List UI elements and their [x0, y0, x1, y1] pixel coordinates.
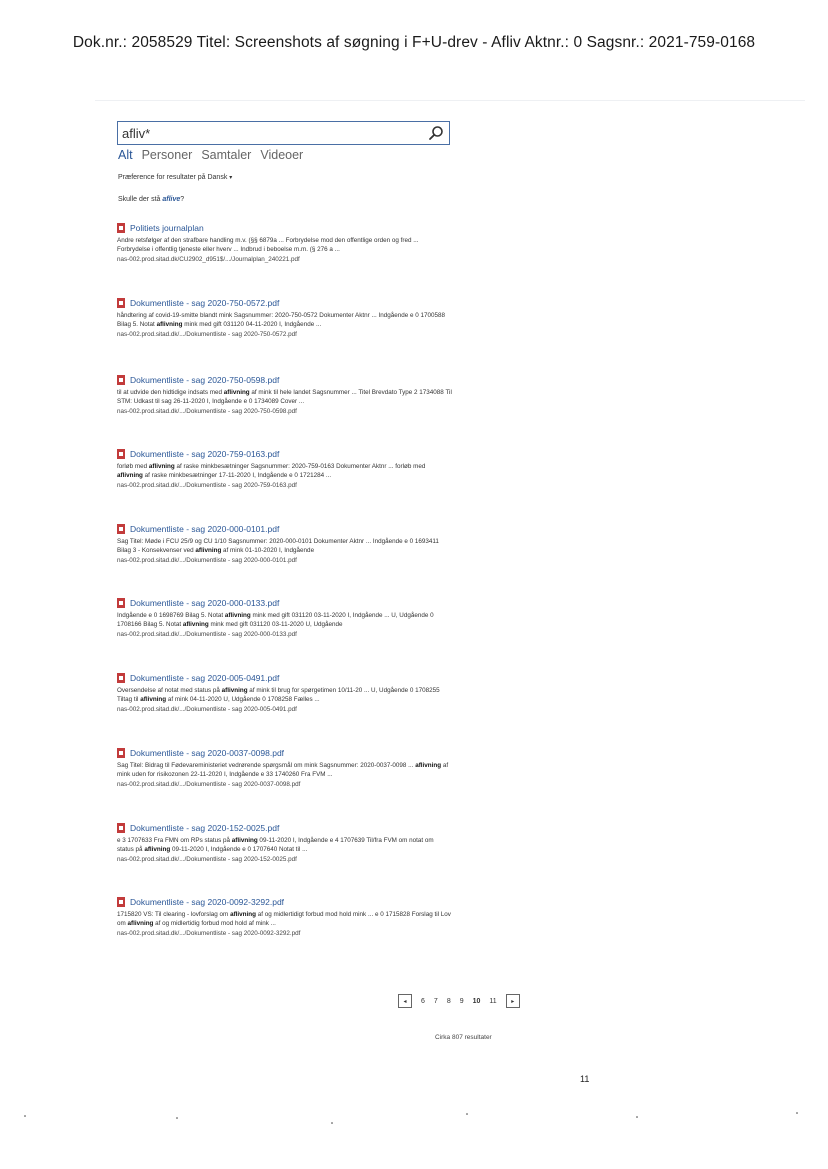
- scan-speck: [466, 1113, 468, 1115]
- prev-page-button[interactable]: ◂: [398, 994, 412, 1008]
- result-snippet: til at udvide den hidtidige indsats med aflivning af mink til hele landet Sagsnummer ... Titel Brevdato Type 2 1734088 Til STM: Udkast til sag 26-11-2020 I, Indgående e 0 1734089 Cover ...: [117, 389, 452, 406]
- result-title-link[interactable]: [117, 523, 457, 535]
- result-title-link[interactable]: [117, 222, 457, 234]
- page-number: 11: [580, 1074, 590, 1084]
- document-header: Dok.nr.: 2058529 Titel: Screenshots af søgning i F+U-drev - Afliv Aktnr.: 0 Sagsnr.: 2021-759-0168: [72, 34, 756, 51]
- tab-people[interactable]: Personer: [141, 148, 193, 162]
- suggestion-suffix: ?: [180, 196, 185, 203]
- result-title-link[interactable]: [117, 672, 457, 684]
- result-title-link[interactable]: [117, 747, 457, 759]
- language-preference-label: Præference for resultater på Dansk: [118, 174, 228, 181]
- language-preference[interactable]: [118, 174, 232, 181]
- result-title[interactable]: Dokumentliste - sag 2020-152-0025.pdf: [130, 823, 280, 833]
- tab-videos[interactable]: Videoer: [260, 148, 304, 162]
- search-result: [117, 747, 457, 788]
- page-link[interactable]: 7: [433, 997, 438, 1005]
- search-result: [117, 672, 457, 713]
- result-snippet: e 3 1707633 Fra FMN om RPs status på aflivning 09-11-2020 I, Indgående e 4 1707639 Til/fra FVM om notat om status på aflivning 09-11-2020 I, Indgående e 0 1707640 Notat til ...: [117, 837, 434, 854]
- search-result: [117, 896, 457, 937]
- result-title-link[interactable]: [117, 448, 457, 460]
- result-snippet: Indgående e 0 1698769 Bilag 5. Notat aflivning mink med gift 031120 03-11-2020 I, Indgående ... U, Udgående 0 1708166 Bilag 5. Notat aflivning mink med gift 031120 03-11-2020 U, Udgående: [117, 612, 434, 629]
- result-title[interactable]: Dokumentliste - sag 2020-750-0598.pdf: [130, 375, 280, 385]
- result-title-link[interactable]: [117, 374, 457, 386]
- search-result: [117, 822, 457, 863]
- search-result: [117, 523, 457, 564]
- spelling-suggestion: [118, 196, 184, 203]
- divider: [95, 100, 805, 101]
- result-title-link[interactable]: [117, 597, 457, 609]
- result-url: nas-002.prod.sitad.dk/.../Dokumentliste - sag 2020-0092-3292.pdf: [117, 929, 301, 937]
- scope-tabs: [118, 148, 303, 162]
- pdf-file-icon: [117, 748, 125, 758]
- pdf-file-icon: [117, 449, 125, 459]
- result-url: nas-002.prod.sitad.dk/CU2902_d951$/.../Journalplan_240221.pdf: [117, 255, 300, 263]
- search-result: [117, 297, 457, 338]
- pdf-file-icon: [117, 524, 125, 534]
- result-url: nas-002.prod.sitad.dk/.../Dokumentliste - sag 2020-152-0025.pdf: [117, 855, 297, 863]
- search-result: [117, 374, 457, 415]
- result-title-link[interactable]: [117, 822, 457, 834]
- search-box[interactable]: [117, 121, 450, 145]
- search-input[interactable]: [118, 122, 418, 144]
- page-link[interactable]: 9: [459, 997, 464, 1005]
- pagination: [398, 994, 520, 1008]
- result-snippet: Sag Titel: Møde i FCU 25/9 og CU 1/10 Sagsnummer: 2020-000-0101 Dokumenter Aktnr ... Indgående e 0 1693411 Bilag 3 - Konsekvenser ved aflivning af mink 01-10-2020 I, Indgående: [117, 538, 439, 555]
- result-title[interactable]: Politiets journalplan: [130, 223, 204, 233]
- result-url: nas-002.prod.sitad.dk/.../Dokumentliste - sag 2020-005-0491.pdf: [117, 705, 297, 713]
- result-url: nas-002.prod.sitad.dk/.../Dokumentliste - sag 2020-000-0133.pdf: [117, 630, 297, 638]
- result-title[interactable]: Dokumentliste - sag 2020-750-0572.pdf: [130, 298, 280, 308]
- result-title[interactable]: Dokumentliste - sag 2020-0092-3292.pdf: [130, 897, 285, 907]
- result-snippet: forløb med aflivning af raske minkbesætninger Sagsnummer: 2020-759-0163 Dokumenter Aktnr ... forløb med aflivning af raske minkbesætninger 17-11-2020 I, Indgående e 0 1721284 ...: [117, 463, 426, 480]
- result-url: nas-002.prod.sitad.dk/.../Dokumentliste - sag 2020-750-0598.pdf: [117, 407, 297, 415]
- search-result: [117, 597, 457, 638]
- pdf-file-icon: [117, 598, 125, 608]
- pdf-file-icon: [117, 673, 125, 683]
- scan-speck: [636, 1116, 638, 1118]
- result-snippet: Oversendelse af notat med status på aflivning af mink til brug for spørgetimen 10/11-20 ... U, Udgående 0 1708255 Tiltag til aflivning af mink 04-11-2020 U, Udgående 0 1708258 Fælles ...: [117, 687, 440, 704]
- magnifier-icon[interactable]: [428, 125, 444, 141]
- result-snippet: 1715820 VS: Til clearing - lovforslag om aflivning af og midlertidigt forbud mod hold mink ... e 0 1715828 Forslag til Lov om aflivning af og midlertidig forbud mod hold af mink ...: [117, 911, 451, 928]
- scan-speck: [331, 1122, 333, 1124]
- result-title-link[interactable]: [117, 896, 457, 908]
- scan-speck: [24, 1115, 26, 1117]
- result-title[interactable]: Dokumentliste - sag 2020-005-0491.pdf: [130, 673, 280, 683]
- result-title[interactable]: Dokumentliste - sag 2020-000-0133.pdf: [130, 598, 280, 608]
- result-count: Cirka 807 resultater: [435, 1034, 492, 1041]
- pdf-file-icon: [117, 823, 125, 833]
- scan-speck: [176, 1117, 178, 1119]
- result-snippet: håndtering af covid-19-smitte blandt mink Sagsnummer: 2020-750-0572 Dokumenter Aktnr ... Indgående e 0 1700588 Bilag 5. Notat aflivning mink med gift 031120 04-11-2020 I, Indgående ...: [117, 312, 445, 329]
- search-result: [117, 448, 457, 489]
- result-snippet: Andre retsfølger af den strafbare handling m.v. (§§ 6879a ... Forbrydelse mod den offentlige orden og fred ... Forbrydelse i offentlig tjeneste eller hverv ... Indbrud i beboelse m.m. (§ 276 a ...: [117, 237, 419, 254]
- next-page-button[interactable]: ▸: [506, 994, 520, 1008]
- pdf-file-icon: [117, 298, 125, 308]
- pdf-file-icon: [117, 223, 125, 233]
- current-page: 10: [472, 997, 481, 1005]
- result-title[interactable]: Dokumentliste - sag 2020-000-0101.pdf: [130, 524, 280, 534]
- page-link[interactable]: 6: [421, 997, 425, 1005]
- result-snippet: Sag Titel: Bidrag til Fødevareministeriet vedrørende spørgsmål om mink Sagsnummer: 2020-0037-0098 ... aflivning af mink uden for risikozonen 22-11-2020 I, Indgående e 33 1740260 Fra FVM ...: [117, 762, 449, 779]
- pdf-file-icon: [117, 375, 125, 385]
- result-url: nas-002.prod.sitad.dk/.../Dokumentliste - sag 2020-759-0163.pdf: [117, 481, 297, 489]
- result-title-link[interactable]: [117, 297, 457, 309]
- search-result: [117, 222, 457, 263]
- result-title[interactable]: Dokumentliste - sag 2020-0037-0098.pdf: [130, 748, 285, 758]
- chevron-down-icon: ▾: [229, 175, 233, 181]
- suggestion-link[interactable]: aflive: [162, 196, 181, 203]
- tab-all[interactable]: Alt: [118, 148, 133, 162]
- page-link[interactable]: 11: [489, 997, 497, 1005]
- suggestion-prefix: Skulle der stå: [118, 196, 161, 203]
- scan-speck: [796, 1112, 798, 1114]
- pdf-file-icon: [117, 897, 125, 907]
- result-url: nas-002.prod.sitad.dk/.../Dokumentliste - sag 2020-750-0572.pdf: [117, 330, 297, 338]
- result-url: nas-002.prod.sitad.dk/.../Dokumentliste - sag 2020-000-0101.pdf: [117, 556, 297, 564]
- result-title[interactable]: Dokumentliste - sag 2020-759-0163.pdf: [130, 449, 280, 459]
- page-link[interactable]: 8: [446, 997, 451, 1005]
- tab-conversations[interactable]: Samtaler: [201, 148, 252, 162]
- result-url: nas-002.prod.sitad.dk/.../Dokumentliste - sag 2020-0037-0098.pdf: [117, 780, 301, 788]
